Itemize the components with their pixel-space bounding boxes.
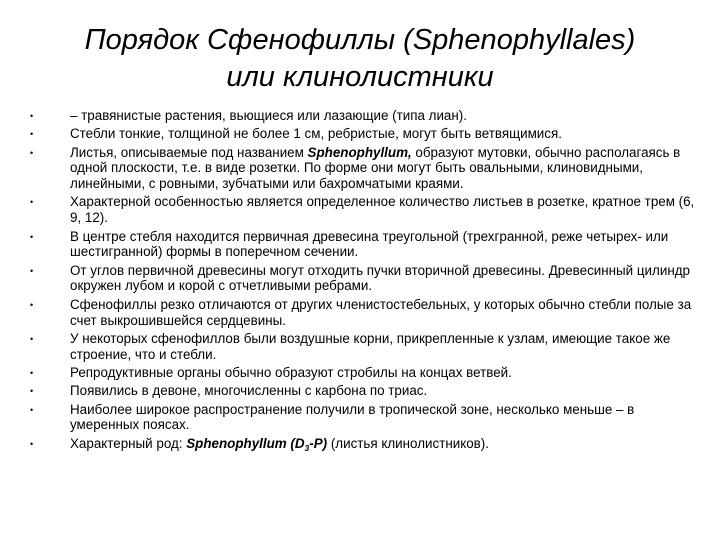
bullet-text — [70, 365, 512, 380]
bullet-dot: • — [30, 197, 34, 208]
bullet-item — [26, 331, 696, 363]
text-run: В центре стебля находится первичная древесина треугольной (трехгранной, реже четырех- или шестигранной) формы в поперечном сечении. — [70, 228, 669, 260]
bullet-dot: • — [30, 404, 34, 415]
bullet-item — [26, 194, 696, 226]
text-run: Листья, описываемые под названием — [70, 144, 308, 160]
bullet-text — [70, 108, 467, 123]
bullet-item — [26, 402, 696, 434]
emphasis-text: Sphenophyllum, — [307, 144, 412, 160]
bullet-item — [26, 108, 696, 124]
text-run: (листья клинолистников). — [327, 435, 489, 451]
bullet-dot: • — [30, 147, 34, 158]
bullet-item — [26, 263, 696, 295]
bullet-dot: • — [30, 231, 34, 242]
bullet-list — [26, 108, 696, 459]
bullet-dot: • — [30, 265, 34, 276]
bullet-text — [70, 229, 668, 260]
bullet-dot: • — [30, 111, 34, 121]
bullet-text — [70, 331, 670, 362]
text-run: Наиболее широкое распространение получили в тропической зоне, несколько меньше – в умеренных поясах. — [70, 401, 635, 433]
bullet-dot: • — [30, 438, 34, 449]
text-run: Сфенофиллы резко отличаются от других членистостебельных, у которых обычно стебли полые за счет выкрошившейся сердцевины. — [70, 296, 692, 328]
bullet-dot: • — [30, 299, 34, 310]
bullet-item — [26, 383, 696, 399]
bullet-text — [70, 297, 691, 328]
bullet-dot: • — [30, 333, 34, 344]
emphasis-text: Sphenophyllum (D — [186, 435, 305, 451]
bullet-text — [70, 263, 690, 294]
bullet-text — [70, 436, 489, 451]
bullet-text — [70, 126, 562, 141]
emphasis-text: -P) — [309, 435, 328, 451]
text-run: От углов первичной древесины могут отходить пучки вторичной древесины. Древесинный цилиндр окружен лубом и корой с отчетливыми ребрами. — [70, 262, 690, 294]
bullet-text — [70, 383, 427, 398]
slide-title — [30, 22, 690, 96]
bullet-dot: • — [30, 386, 34, 397]
title-line-2: или клинолистники — [226, 61, 494, 93]
subscript-text: 3 — [304, 442, 310, 453]
text-run: Характерный род: — [70, 435, 187, 451]
text-run: Репродуктивные органы обычно образуют стробилы на концах ветвей. — [70, 364, 512, 380]
bullet-item — [26, 229, 696, 261]
text-run: – травянистые растения, вьющиеся или лазающие (типа лиан). — [70, 108, 467, 123]
title-line-1: Порядок Сфенофиллы (Sphenophyllales) — [84, 24, 636, 56]
text-run: Характерной особенностью является определенное количество листьев в розетке, кратное трем (6, 9, 12). — [70, 194, 695, 226]
text-run: У некоторых сфенофиллов были воздушные корни, прикрепленные к узлам, имеющие такое же строение, что и стебли. — [70, 330, 671, 362]
bullet-item — [26, 365, 696, 381]
bullet-item — [26, 297, 696, 329]
bullet-dot: • — [30, 129, 34, 140]
bullet-text — [70, 402, 634, 433]
text-run: Появились в девоне, многочисленны с карбона по триас. — [70, 383, 428, 399]
text-run: образуют мутовки, обычно располагаясь в одной плоскости, т.е. в виде розетки. По форме они могут быть овальными, клиновидными, линейными, с ровными, зубчатыми или бахромчатыми краями. — [70, 144, 681, 192]
bullet-item — [26, 126, 696, 142]
bullet-dot: • — [30, 367, 34, 378]
bullet-text — [70, 194, 694, 225]
bullet-item — [26, 145, 696, 192]
bullet-text — [70, 145, 680, 192]
text-run: Стебли тонкие, толщиной не более 1 см, ребристые, могут быть ветвящимися. — [70, 126, 562, 142]
bullet-item — [26, 436, 696, 457]
